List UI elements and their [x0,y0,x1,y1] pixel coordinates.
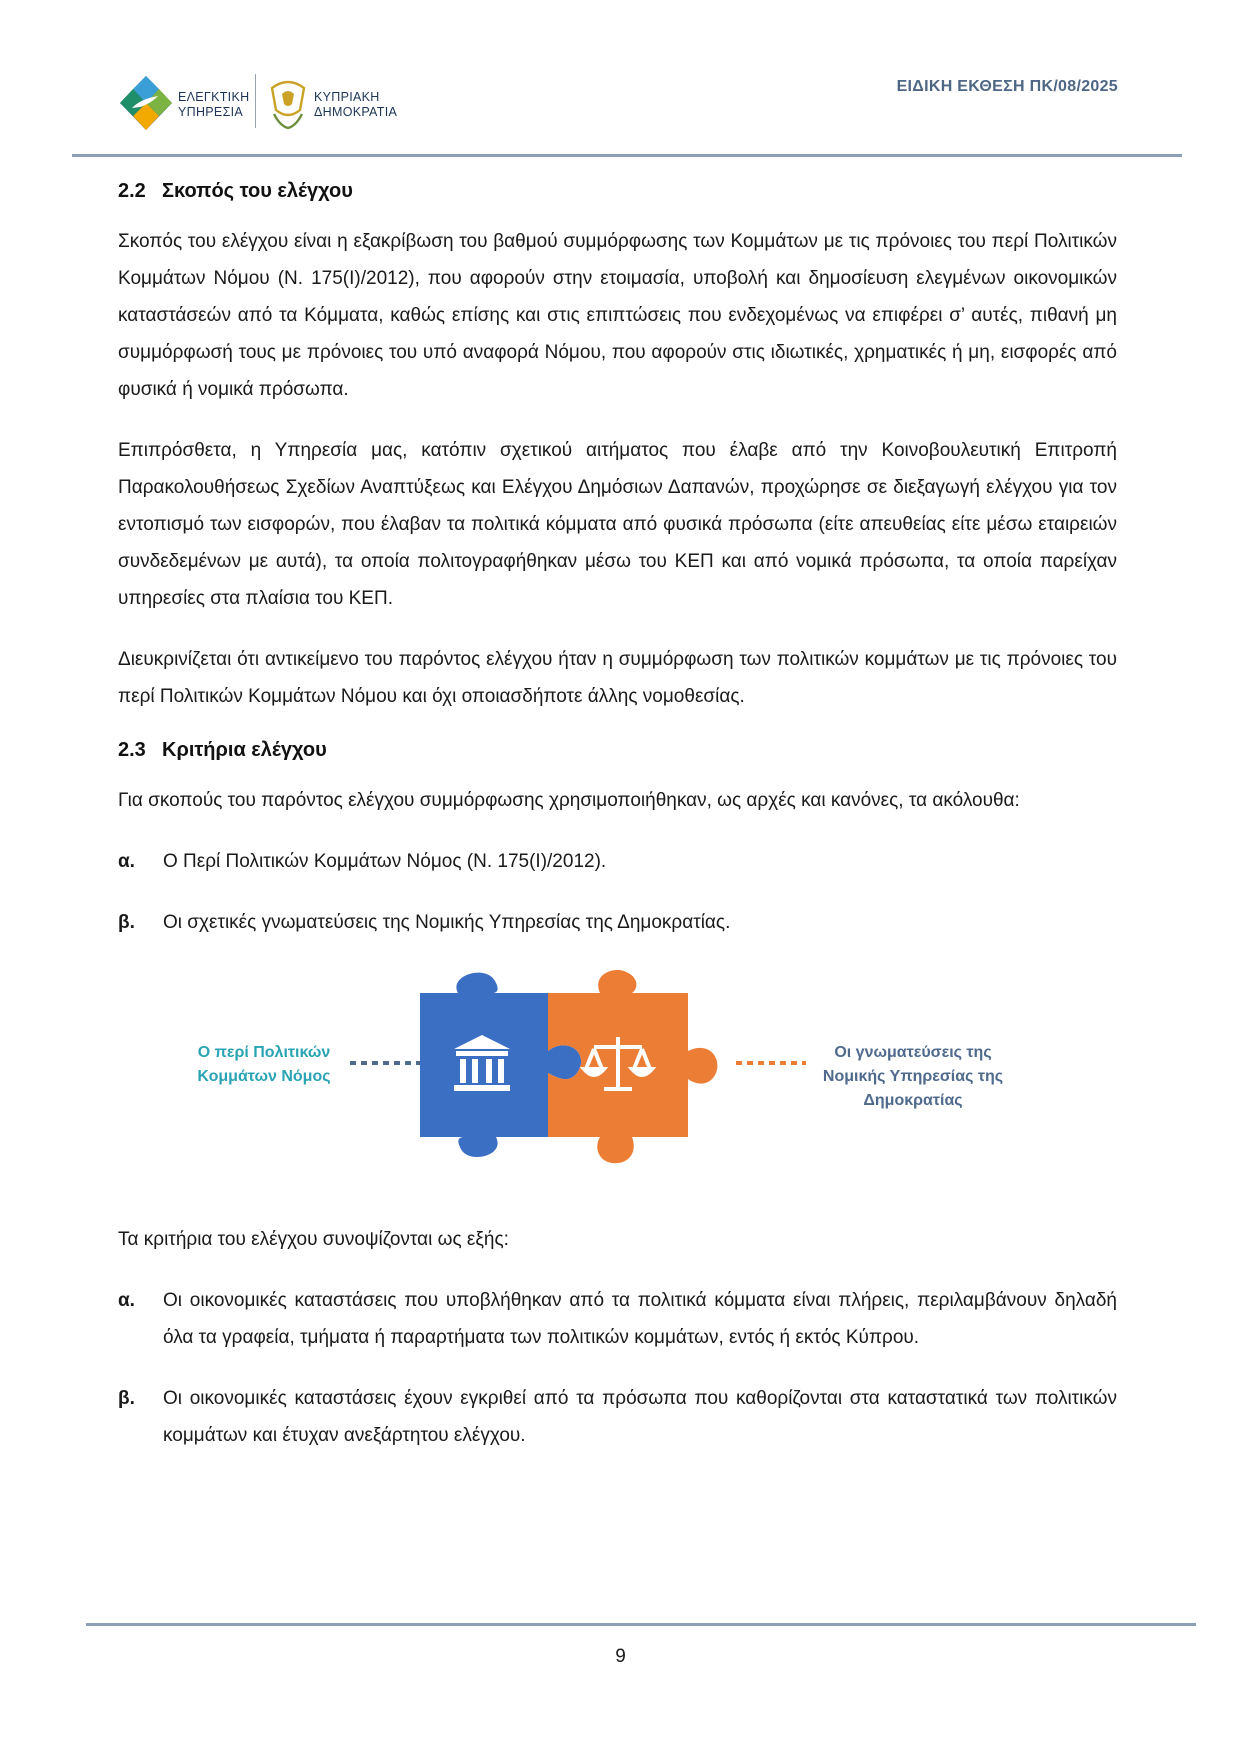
list-item [118,1380,1117,1454]
cyprus-logo-text [314,90,397,120]
paragraph: Σκοπός του ελέγχου είναι η εξακρίβωση του βαθμού συμμόρφωσης των Κομμάτων με τις πρόνοιες του περί Πολιτικών Κομμάτων Νόμου (Ν. 175(I)/2012), που αφορούν στην ετοιμασία, υποβολή και δημοσίευση ελεγμένων οικονομικών καταστάσεών από τα Κόμματα, καθώς επίσης και στις επιπτώσεις που ενδεχομένως να επιφέρει σ’ αυτές, πιθανή μη συμμόρφωσή τους με πρόνοιες του υπό αναφορά Νόμου, που αφορούν στις ιδιωτικές, χρηματικές ή μη, εισφορές από φυσικά ή νομικά πρόσωπα. [118,231,1117,400]
list-text: Οι οικονομικές καταστάσεις που υποβλήθηκαν από τα πολιτικά κόμματα είναι πλήρεις, περιλαμβάνουν δηλαδή όλα τα γραφεία, τμήματα ή παραρτήματα των πολιτικών κομμάτων, εντός ή εκτός Κύπρου. [163,1290,1117,1348]
legal-opinions-caption [798,1041,1028,1113]
law-caption-line1: Ο περί Πολιτικών [197,1044,331,1061]
header-rule [72,154,1182,157]
list-text: Οι οικονομικές καταστάσεις έχουν εγκριθεί από τα πρόσωπα που καθορίζονται στα καταστατικά των πολιτικών κομμάτων και έτυχαν ανεξάρτητου ελέγχου. [163,1388,1117,1446]
cyprus-coat-of-arms-icon [266,74,310,132]
list-item [118,1282,1117,1356]
page-header [0,0,1241,160]
logo-divider [255,74,256,128]
page-content [118,170,1117,1478]
audit-office-name-line1: ΕΛΕΓΚΤΙΚΗ [178,90,250,104]
gov-name-line2: ΔΗΜΟΚΡΑΤΙΑ [314,105,398,119]
paragraph: Τα κριτήρια του ελέγχου συνοψίζονται ως εξής: [118,1229,509,1250]
list-item [118,904,1117,941]
audit-office-name-line2: ΥΠΗΡΕΣΙΑ [178,105,244,119]
list-label: β. [118,1388,135,1409]
paragraph: Διευκρινίζεται ότι αντικείμενο του παρόντος ελέγχου ήταν η συμμόρφωση των πολιτικών κομμάτων με τις πρόνοιες του περί Πολιτικών Κομμάτων Νόμου και όχι οποιασδήποτε άλλης νομοθεσίας. [118,649,1117,707]
legal-caption-line1: Οι γνωματεύσεις της [834,1044,992,1061]
section-title: Κριτήρια ελέγχου [162,739,327,761]
section-number: 2.2 [118,180,146,202]
section-heading-2-3 [118,739,1117,762]
list-text: Οι σχετικές γνωματεύσεις της Νομικής Υπηρεσίας της Δημοκρατίας. [163,912,731,933]
list-label: β. [118,912,135,933]
list-text: Ο Περί Πολιτικών Κομμάτων Νόμος (Ν. 175(I)/2012). [163,851,607,872]
gov-name-line1: ΚΥΠΡΙΑΚΗ [314,90,380,104]
legal-caption-line2: Νομικής Υπηρεσίας της [822,1068,1004,1085]
list-label: α. [118,851,135,872]
list-item [118,843,1117,880]
criteria-puzzle-figure [118,965,1117,1205]
paragraph: Επιπρόσθετα, η Υπηρεσία μας, κατόπιν σχετικού αιτήματος που έλαβε από την Κοινοβουλευτική Επιτροπή Παρακολουθήσεως Σχεδίων Αναπτύξεως και Ελέγχου Δημόσιων Δαπανών, προχώρησε σε διεξαγωγή ελέγχου για τον εντοπισμό των εισφορών, που έλαβαν τα πολιτικά κόμματα από φυσικά πρόσωπα (είτε απευθείας είτε μέσω εταιρειών συνδεδεμένων με αυτά), τα οποία πολιτογραφήθηκαν μέσω του ΚΕΠ και από νομικά πρόσωπα, τα οποία παρείχαν υπηρεσίες στα πλαίσια του ΚΕΠ. [118,440,1117,609]
legal-caption-line3: Δημοκρατίας [863,1092,963,1109]
footer-rule [86,1623,1196,1626]
section-heading-2-2 [118,180,1117,203]
page-number: 9 [615,1646,626,1667]
audit-office-logo [118,74,174,132]
report-code: ΕΙΔΙΚΗ ΕΚΘΕΣΗ ΠΚ/08/2025 [896,78,1118,95]
list-label: α. [118,1290,135,1311]
paragraph: Για σκοπούς του παρόντος ελέγχου συμμόρφωσης χρησιμοποιήθηκαν, ως αρχές και κανόνες, τα ακόλουθα: [118,790,1020,811]
section-title: Σκοπός του ελέγχου [162,180,353,202]
section-number: 2.3 [118,739,146,761]
audit-office-logo-text [178,90,249,120]
law-caption-line2: Κομμάτων Νόμος [197,1068,331,1085]
